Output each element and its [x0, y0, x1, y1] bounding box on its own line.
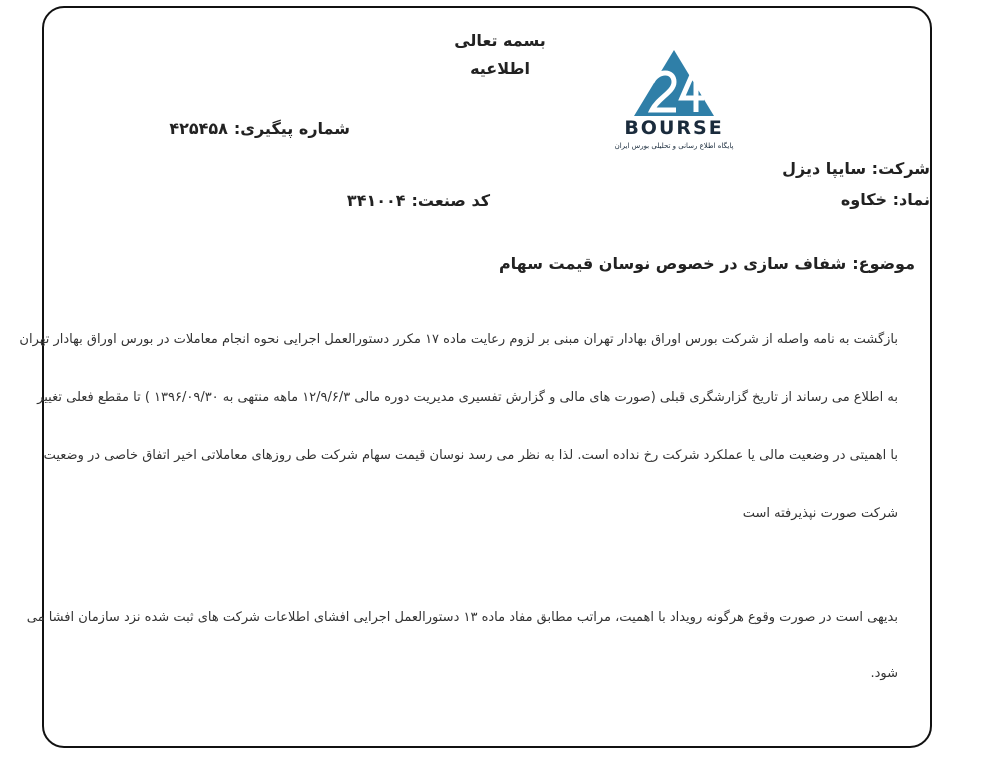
logo-tagline: پایگاه اطلاع رسانی و تحلیلی بورس ایران — [614, 142, 734, 150]
body-line: بازگشت به نامه واصله از شرکت بورس اوراق بهادار تهران مبنی بر لزوم رعایت ماده ۱۷ مکرر دستورالعمل اجرایی نحوه انجام معاملات در بورس اوراق بهادار تهران — [19, 332, 898, 347]
subject-line — [498, 254, 915, 273]
bourse-logo-graphic — [608, 48, 740, 154]
company-label: شرکت: — [871, 159, 930, 178]
body-line: به اطلاع می رساند از تاریخ گزارشگری قبلی (صورت های مالی و گزارش تفسیری مدیریت دوره مالی ۱۲/۹/۶/۳ ماهه منتهی به ۱۳۹۶/۰۹/۳۰ ) تا مقطع فعلی تغییر — [37, 390, 898, 405]
company-line — [780, 159, 930, 178]
announcement-heading: اطلاعیه — [470, 59, 530, 78]
logo-brand-text: BOURSE — [624, 117, 724, 139]
subject-value: شفاف سازی در خصوص نوسان قیمت سهام — [498, 254, 847, 273]
company-value: سایپا دیزل — [782, 159, 867, 178]
tracking-value: ۴۲۵۴۵۸ — [169, 119, 228, 138]
symbol-label: نماد: — [892, 190, 930, 209]
tracking-label: شماره پیگیری: — [233, 119, 350, 138]
body-line: شود. — [870, 666, 898, 681]
body-line: شرکت صورت نپذیرفته است — [742, 506, 898, 521]
symbol-value: خکاوه — [840, 190, 888, 209]
body-paragraph-1 — [19, 332, 898, 564]
body-line: با اهمیتی در وضعیت مالی یا عملکرد شرکت رخ نداده است. لذا به نظر می رسد نوسان قیمت سهام شرکت طی روزهای معاملاتی اخیر اتفاق خاصی در وضعیت — [43, 448, 898, 463]
tracking-number — [169, 119, 350, 138]
body-paragraph-2 — [26, 610, 898, 722]
subject-label: موضوع: — [852, 254, 915, 273]
symbol-line — [780, 190, 930, 209]
basmala-heading: بسمه تعالی — [454, 31, 546, 50]
industry-code-label: کد صنعت: — [411, 191, 490, 210]
body-line: بدیهی است در صورت وقوع هرگونه رویداد با اهمیت، مراتب مطابق مفاد ماده ۱۳ دستورالعمل اجرایی افشای اطلاعات شرکت های ثبت شده نزد سازمان افشا می — [26, 610, 898, 625]
industry-code-value: ۳۴۱۰۰۴ — [346, 191, 406, 210]
industry-code-line — [346, 191, 490, 210]
bourse-logo — [608, 48, 740, 154]
